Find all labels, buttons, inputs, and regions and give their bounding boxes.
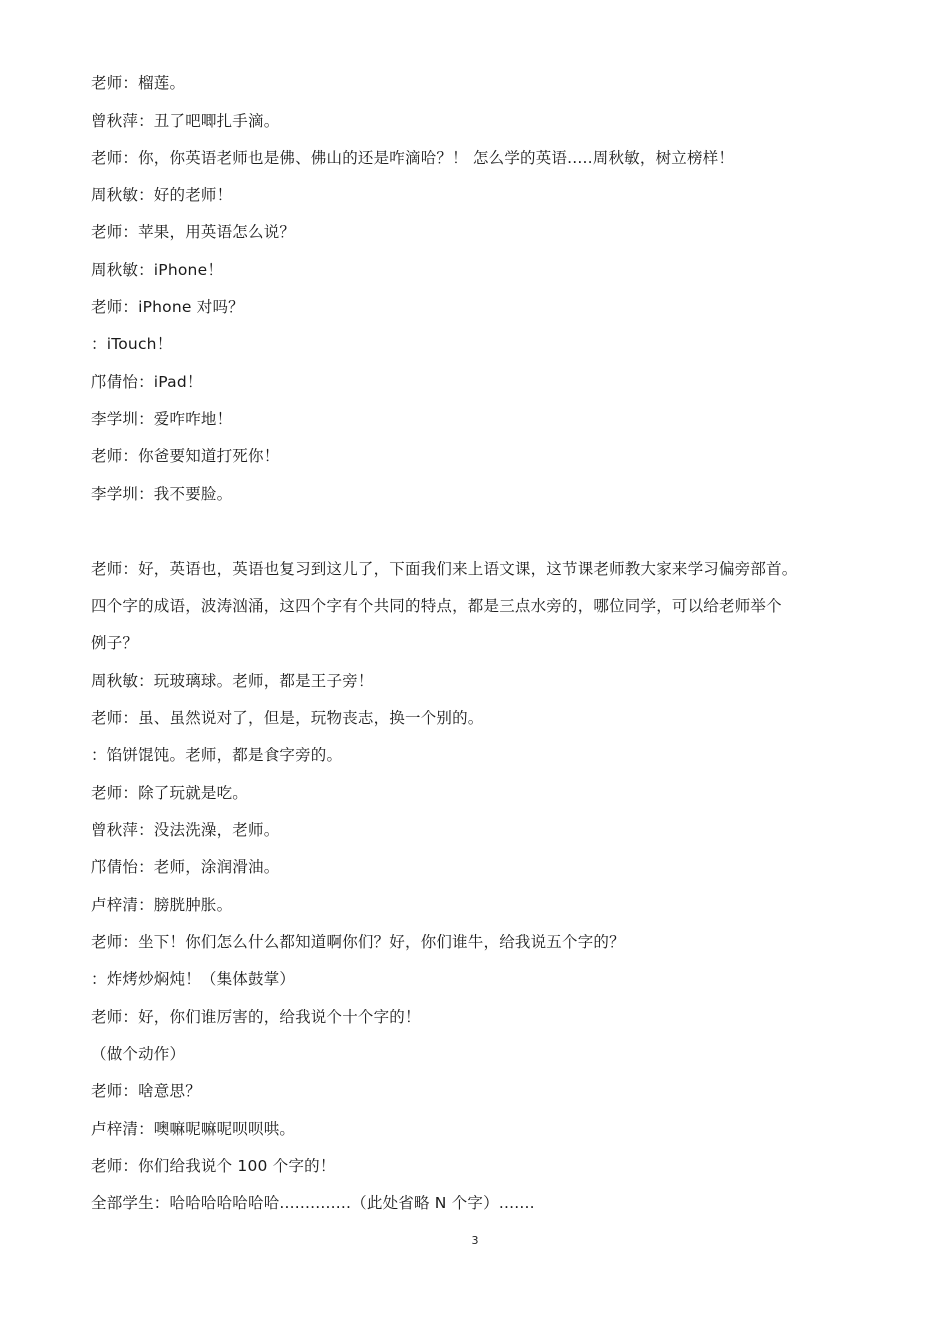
dialogue-line: ：iTouch！: [91, 335, 173, 353]
dialogue-line: 卢梓清：噢嘛呢嘛呢呗呗哄。: [91, 1120, 296, 1138]
dialogue-line: 周秋敏：iPhone！: [91, 261, 224, 279]
dialogue-line: 李学圳：我不要脸。: [91, 485, 233, 503]
dialogue-line: ：炸烤炒焖炖！（集体鼓掌）: [91, 970, 296, 988]
dialogue-line: 周秋敏：好的老师！: [91, 186, 233, 204]
dialogue-line: 邝倩怡：iPad！: [91, 373, 203, 391]
page-number: 3: [471, 1234, 479, 1247]
dialogue-line: 卢梓清：膀胱肿胀。: [91, 896, 233, 914]
dialogue-line: 老师：好，你们谁厉害的，给我说个十个字的！: [91, 1008, 421, 1026]
dialogue-line: 例子？: [91, 634, 139, 652]
dialogue-line: 老师：好，英语也，英语也复习到这儿了，下面我们来上语文课，这节课老师教大家来学习偏旁部首。: [91, 560, 798, 578]
dialogue-line: 曾秋萍：丑了吧唧扎手滴。: [91, 112, 280, 130]
dialogue-line: 老师：苹果，用英语怎么说？: [91, 223, 296, 241]
dialogue-line: 邝倩怡：老师，涂润滑油。: [91, 858, 280, 876]
dialogue-line: （做个动作）: [91, 1045, 186, 1063]
dialogue-line: 周秋敏：玩玻璃球。老师，都是王子旁！: [91, 672, 374, 690]
dialogue-line: 老师：iPhone 对吗？: [91, 298, 244, 316]
dialogue-line: 老师：你，你英语老师也是佛、佛山的还是咋滴哈？！ 怎么学的英语.....周秋敏，树立榜样！: [91, 149, 735, 167]
dialogue-line: ：馅饼馄饨。老师，都是食字旁的。: [91, 746, 343, 764]
dialogue-line: 老师：坐下！你们怎么什么都知道啊你们？好，你们谁牛，给我说五个字的？: [91, 933, 625, 951]
dialogue-line: 四个字的成语，波涛汹涌，这四个字有个共同的特点，都是三点水旁的，哪位同学，可以给老师举个: [91, 597, 782, 615]
dialogue-line: 老师：你爸要知道打死你！: [91, 447, 280, 465]
dialogue-line: 老师：虽、虽然说对了，但是，玩物丧志，换一个别的。: [91, 709, 484, 727]
dialogue-line: 老师：除了玩就是吃。: [91, 784, 249, 802]
dialogue-line: 全部学生：哈哈哈哈哈哈哈..............（此处省略 N 个字）.......: [91, 1194, 535, 1212]
dialogue-line: 老师：啥意思？: [91, 1082, 201, 1100]
dialogue-line: 李学圳：爱咋咋地！: [91, 410, 233, 428]
dialogue-line: 曾秋萍：没法洗澡，老师。: [91, 821, 280, 839]
dialogue-line: 老师：榴莲。: [91, 74, 186, 92]
dialogue-line: 老师：你们给我说个 100 个字的！: [91, 1157, 336, 1175]
